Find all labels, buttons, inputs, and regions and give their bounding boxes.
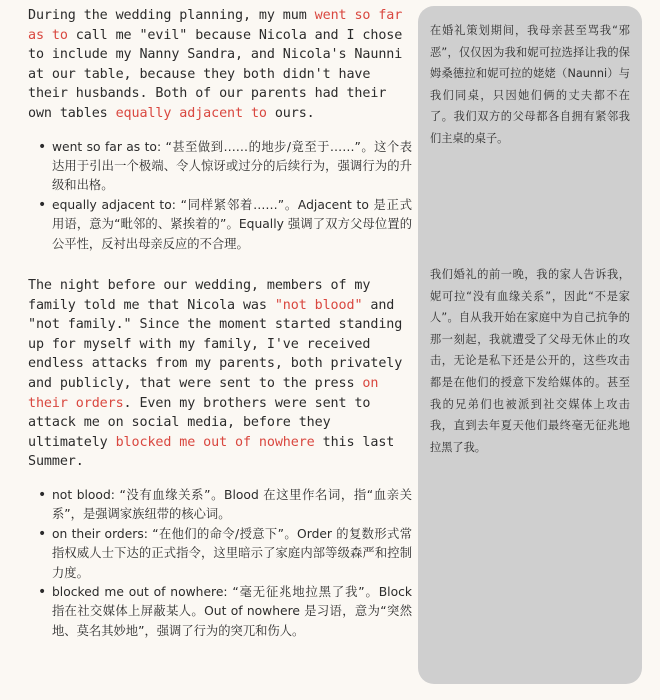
- vocab-note: • equally adjacent to: “同样紧邻着……”。Adjacent to 是正式用语，意为“毗邻的、紧挨着的”。Equally 强调了双方父母位置的公平性，反衬出母亲反应的不合理。: [52, 196, 412, 254]
- vocab-notes-2: [28, 486, 412, 641]
- paragraph-1-text-c: ours.: [266, 105, 315, 121]
- highlight-went-so-far-as-to: went so far as to: [28, 8, 403, 43]
- highlight-equally-adjacent-to: equally adjacent to: [115, 105, 267, 121]
- highlight-on-their-orders: on their orders: [28, 375, 379, 411]
- vocab-notes-1: [28, 138, 412, 254]
- paragraph-2: [28, 276, 412, 472]
- vocab-note: • went so far as to: “甚至做到……的地步/竟至于……”。这个表达用于引出一个极端、令人惊讶或过分的后续行为，强调行为的升级和出格。: [52, 138, 412, 196]
- translation-paragraph-1: 在婚礼策划期间，我母亲甚至骂我“邪恶”，仅仅因为我和妮可拉选择让我的保姆桑德拉和妮可拉的姥姥（Naunni）与我们同桌，只因她们俩的丈夫都不在了。我们双方的父母都各自拥有紧邻我们主桌的桌子。: [430, 24, 630, 145]
- paragraph-2-text-a: The night before our wedding, members of my family told me that Nicola was: [28, 278, 371, 313]
- paragraph-1-text-a: During the wedding planning, my mum: [28, 8, 315, 23]
- vocab-note: • on their orders: “在他们的命令/授意下”。Order 的复数形式常指权威人士下达的正式指令，这里暗示了家庭内部等级森严和控制力度。: [52, 525, 412, 583]
- paragraph-2-text-c: . Even my brothers were sent to attack me on social media, before they ultimately: [28, 395, 371, 450]
- highlight-not-blood: "not blood": [274, 297, 363, 313]
- paragraph-1-text-b: call me "evil" because Nicola and I chose to include my Nanny Sandra, and Nicola's Naunni at our table, because they both didn't have their husbands. Both of our parents had their own tables: [28, 27, 403, 121]
- vocab-note: • not blood: “没有血缘关系”。Blood 在这里作名词，指“血亲关系”，是强调家族纽带的核心词。: [52, 486, 412, 525]
- paragraph-1: [28, 6, 412, 124]
- vocab-note: • blocked me out of nowhere: “毫无征兆地拉黑了我”。Block 指在社交媒体上屏蔽某人。Out of nowhere 是习语，意为“突然地、莫名其妙地”，强调了行为的突兀和伤人。: [52, 583, 412, 641]
- highlight-blocked-me: blocked me out of nowhere: [115, 434, 315, 450]
- translation-paragraph-2: 我们婚礼的前一晚，我的家人告诉我，妮可拉“没有血缘关系”，因此“不是家人”。自从我开始在家庭中为自己抗争的那一刻起，我就遭受了父母无休止的攻击，无论是私下还是公开的，这些攻击都是在他们的授意下发给媒体的。甚至我的兄弟们也被派到社交媒体上攻击我，直到去年夏天他们最终毫无征兆地拉黑了我。: [430, 268, 630, 454]
- english-column: [28, 6, 412, 641]
- paragraph-2-text-d: this last Summer.: [28, 434, 395, 470]
- paragraph-2-text-b: and "not family." Since the moment started standing up for myself with my family, I've received endless attacks from my parents, both privately and publicly, that were sent to the press: [28, 297, 403, 391]
- translation-panel: [418, 6, 642, 684]
